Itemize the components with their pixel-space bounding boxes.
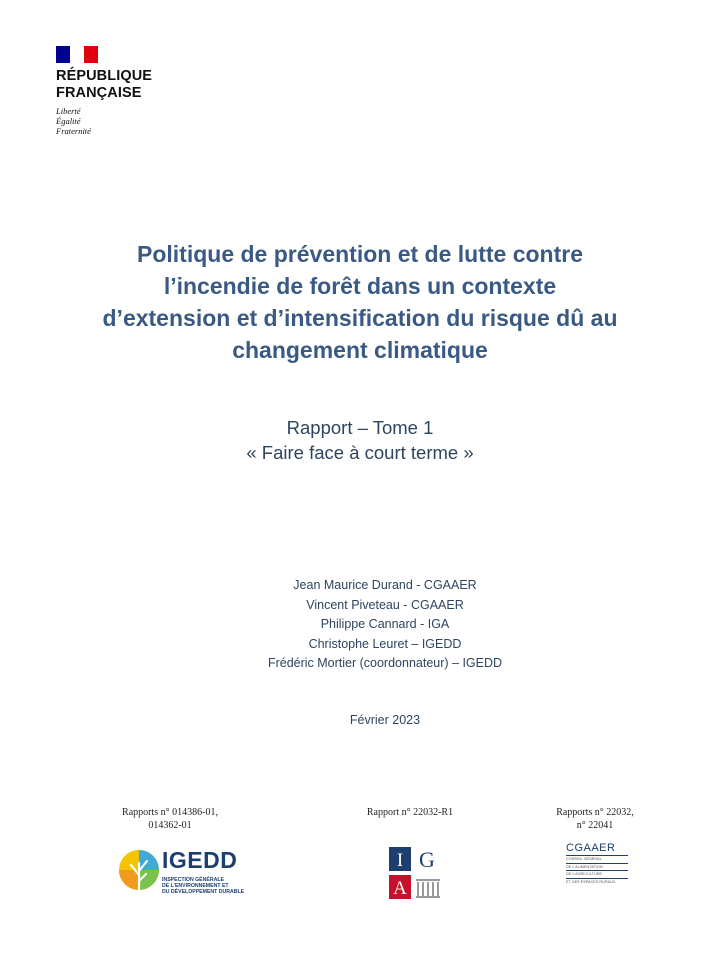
cgaaer-line: DE L’AGRICULTURE <box>566 870 628 877</box>
author-line: Philippe Cannard - IGA <box>320 617 450 631</box>
reference-line: 014362-01 <box>148 820 192 831</box>
subtitle-tome: Rapport – Tome 1 <box>286 417 434 438</box>
iga-columns-icon <box>416 879 440 898</box>
igedd-subtitle <box>162 877 272 896</box>
republique-francaise-name <box>56 68 176 102</box>
author-line: Frédéric Mortier (coordonnateur) – IGEDD <box>267 656 503 670</box>
document-subtitle <box>40 415 680 465</box>
country-line-2: FRANÇAISE <box>56 85 142 101</box>
motto-egalite: Égalité <box>56 116 81 126</box>
cgaaer-name: CGAAER <box>566 842 616 854</box>
igedd-subtitle-line: DE L’ENVIRONNEMENT ET <box>162 883 229 890</box>
motto-liberte: Liberté <box>56 106 81 116</box>
country-line-1: RÉPUBLIQUE <box>56 68 153 84</box>
publication-date: Février 2023 <box>349 713 421 727</box>
document-title <box>40 238 680 366</box>
iga-letter-g: G <box>419 847 435 872</box>
reference-line: Rapports n° 22032, <box>556 807 634 818</box>
iga-logo <box>388 846 444 902</box>
reference-line: n° 22041 <box>576 820 614 831</box>
iga-letter-a: A <box>393 878 407 899</box>
title-line-3: d’extension et d’intensification du risque dû au <box>102 305 618 331</box>
motto-fraternite: Fraternité <box>56 126 91 136</box>
cgaaer-line: ET DES ESPACES RURAUX <box>566 878 628 885</box>
title-line-4: changement climatique <box>232 337 488 363</box>
igedd-name: IGEDD <box>162 847 238 873</box>
igedd-emblem-icon <box>118 843 160 901</box>
republique-francaise-logo <box>56 46 176 136</box>
author-line: Christophe Leuret – IGEDD <box>308 636 462 651</box>
iga-emblem-icon <box>388 846 444 902</box>
igedd-subtitle-line: INSPECTION GÉNÉRALE <box>162 877 224 883</box>
igedd-subtitle-line: DU DÉVELOPPEMENT DURABLE <box>162 889 245 896</box>
republic-motto <box>56 106 176 136</box>
cgaaer-logo <box>566 842 628 904</box>
reference-line: Rapports n° 014386-01, <box>122 807 218 818</box>
title-line-1: Politique de prévention et de lutte contre <box>137 241 583 267</box>
igedd-logo <box>118 843 268 903</box>
authors-list <box>200 576 570 674</box>
french-flag-icon <box>56 46 98 63</box>
reference-iga <box>355 806 465 819</box>
cgaaer-line: CONSEIL GÉNÉRAL <box>566 855 628 862</box>
reference-cgaaer <box>530 806 660 832</box>
iga-letter-i: I <box>396 850 404 871</box>
author-line: Jean Maurice Durand - CGAAER <box>293 578 477 592</box>
reference-line: Rapport n° 22032-R1 <box>366 807 454 818</box>
reference-igedd <box>100 806 240 832</box>
cgaaer-line: DE L’ALIMENTATION <box>566 863 628 870</box>
title-line-2: l’incendie de forêt dans un contexte <box>163 273 557 299</box>
author-line: Vincent Piveteau - CGAAER <box>306 597 464 612</box>
subtitle-theme: « Faire face à court terme » <box>246 442 474 463</box>
